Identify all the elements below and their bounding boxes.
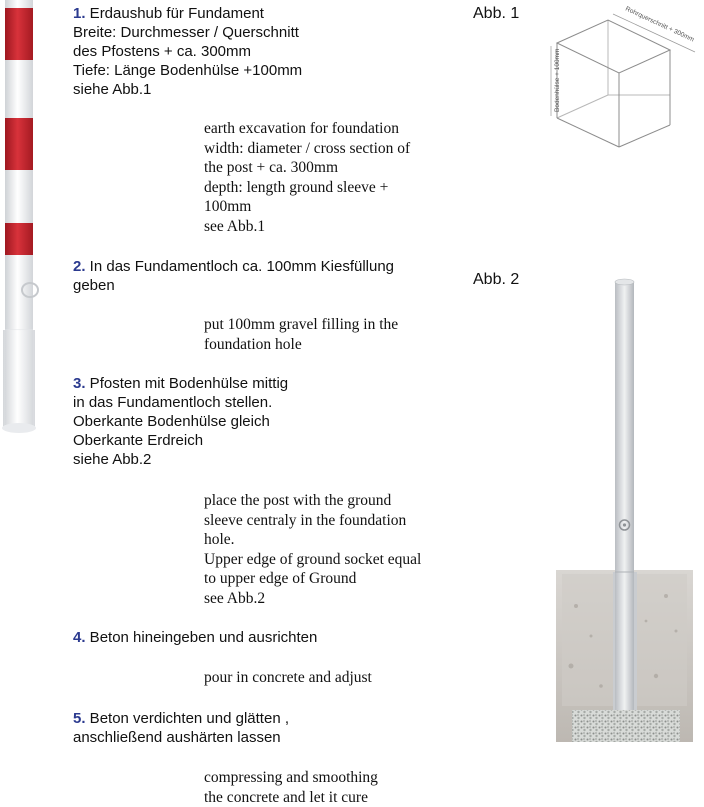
cube-side-dimension-label: Bodenhülse + 100mm: [554, 48, 561, 112]
post-in-foundation-diagram: [556, 276, 694, 744]
step-5-german: 5. Beton verdichten und glätten , anschließend aushärten lassen: [73, 710, 289, 746]
step-2-english: put 100mm gravel filling in the foundation hole: [204, 316, 399, 353]
step-3-english: place the post with the ground sleeve centraly in the foundation hole. Upper edge of ground socket equal to upper edge of Ground see Abb.2: [204, 492, 422, 607]
step-2-german: 2. In das Fundamentloch ca. 100mm Kiesfüllung geben: [73, 258, 395, 294]
step-1-german: 1. Erdaushub für Fundament Breite: Durchmesser / Querschnitt des Pfostens + ca. 300mm Tiefe: Länge Bodenhülse +100mm siehe Abb.1: [73, 5, 303, 98]
step-4-english: pour in concrete and adjust: [204, 669, 372, 686]
step-4-german: 4. Beton hineingeben und ausrichten: [73, 629, 318, 646]
red-white-bollard-image: [0, 0, 48, 440]
figure-2-label: Abb. 2: [473, 271, 520, 288]
figure-1-label: Abb. 1: [473, 5, 520, 22]
step-1-english: earth excavation for foundation width: diameter / cross section of the post + ca. 300mm depth: length ground sleeve + 100mm see Abb.1: [204, 120, 411, 235]
cube-top-dimension-label: Rohrquerschnitt + 300mm: [624, 5, 696, 44]
excavation-cube-diagram: [545, 0, 704, 152]
step-3-german: 3. Pfosten mit Bodenhülse mittig in das Fundamentloch stellen. Oberkante Bodenhülse gleich Oberkante Erdreich siehe Abb.2: [73, 375, 289, 468]
step-5-english: compressing and smoothing the concrete and let it cure: [204, 769, 378, 806]
